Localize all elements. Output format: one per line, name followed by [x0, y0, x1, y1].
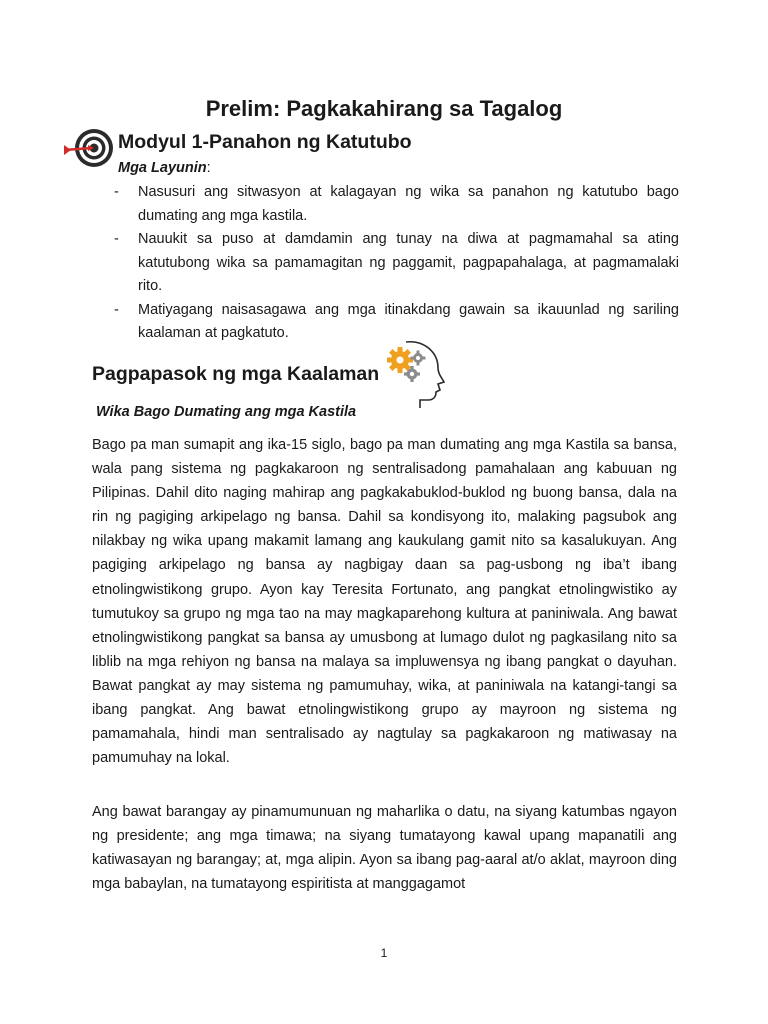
body-paragraph: Bago pa man sumapit ang ika-15 siglo, bago pa man dumating ang mga Kastila sa bansa, wala pang sistema ng pagkakaroon ng sentralisadong pamahalaan ang kabuuan ng Pilipinas. Dahil dito naging mahirap ang pagkakabuklod-buklod ng buong bansa, dala na rin ng pagiging arkipelago ng bansa. Dahil sa kondisyong ito, malaking pagsubok ang nilakbay ng wika upang makamit lamang ang kaukulang gamit nito sa kasalukuyan. Ang pagiging arkipelago ng bansa ay nagbigay daan sa pag-usbong ng iba’t ibang etnolingwistikong grupo. Ayon kay Teresita Fortunato, ang pangkat etnolingwistiko ay tumutukoy sa grupo ng mga tao na may magkaparehong kultura at paniniwala. Ang bawat etnolingwistikong pangkat sa bansa ay umusbong at lumago dulot ng pagkasilang nito sa liblib na mga rehiyon ng bansa na malaya sa impluwensya ng ibang pangkat o dayuhan. Bawat pangkat ay may sistema ng pamumuhay, wika, at paniniwala na katangi-tangi sa ibang pangkat. Ang bawat etnolingwistikong grupo ay mayroon ng sistema ng pamamahala, hindi man sentralisado ay nagtulay sa pagkakaroon ng matiwasay na pamumuhay na lokal. [92, 437, 677, 767]
page-number: 1 [380, 946, 388, 960]
subheading: Wika Bago Dumating ang mga Kastila [96, 404, 357, 420]
objective-text: Nauukit sa puso at damdamin ang tunay na diwa at pagmamahal sa ating katutubong wika sa pamamagitan ng paggamit, pagpapahalaga, at pagmamalaki rito. [138, 231, 679, 294]
objective-text: Matiyagang naisasagawa ang mga itinakdang gawain sa ikauunlad ng sariling kaalaman at pagkatuto. [138, 301, 679, 341]
objective-text: Nasusuri ang sitwasyon at kalagayan ng wika sa panahon ng katutubo bago dumating ang mga kastila. [138, 184, 679, 224]
objectives-list [114, 181, 679, 346]
section-title: Pagpapasok ng mga Kaalaman [92, 363, 380, 385]
objectives-label-colon: : [206, 160, 211, 176]
bullet-dash: - [114, 231, 119, 247]
module-title: Modyul 1-Panahon ng Katutubo [118, 131, 412, 153]
objectives-label-text: Mga Layunin [118, 160, 207, 176]
objectives-label [118, 157, 211, 179]
head-gears-icon [368, 338, 452, 410]
bullet-dash: - [114, 184, 119, 200]
objective-item [114, 181, 679, 228]
body-paragraph: Ang bawat barangay ay pinamumunuan ng maharlika o datu, na siyang katumbas ngayon ng presidente; ang mga timawa; na siyang tumatayong kawal upang mapanatili ang katiwasayan ng barangay; at, mga alipin. Ayon sa ibang pag-aaral at/o aklat, mayroon ding mga babaylan, na tumatayong espiritista at manggagamot [92, 804, 677, 893]
target-arrow-icon [62, 126, 116, 170]
bullet-dash: - [114, 301, 119, 318]
document-title: Prelim: Pagkakahirang sa Tagalog [205, 96, 563, 121]
objective-item [114, 228, 679, 299]
